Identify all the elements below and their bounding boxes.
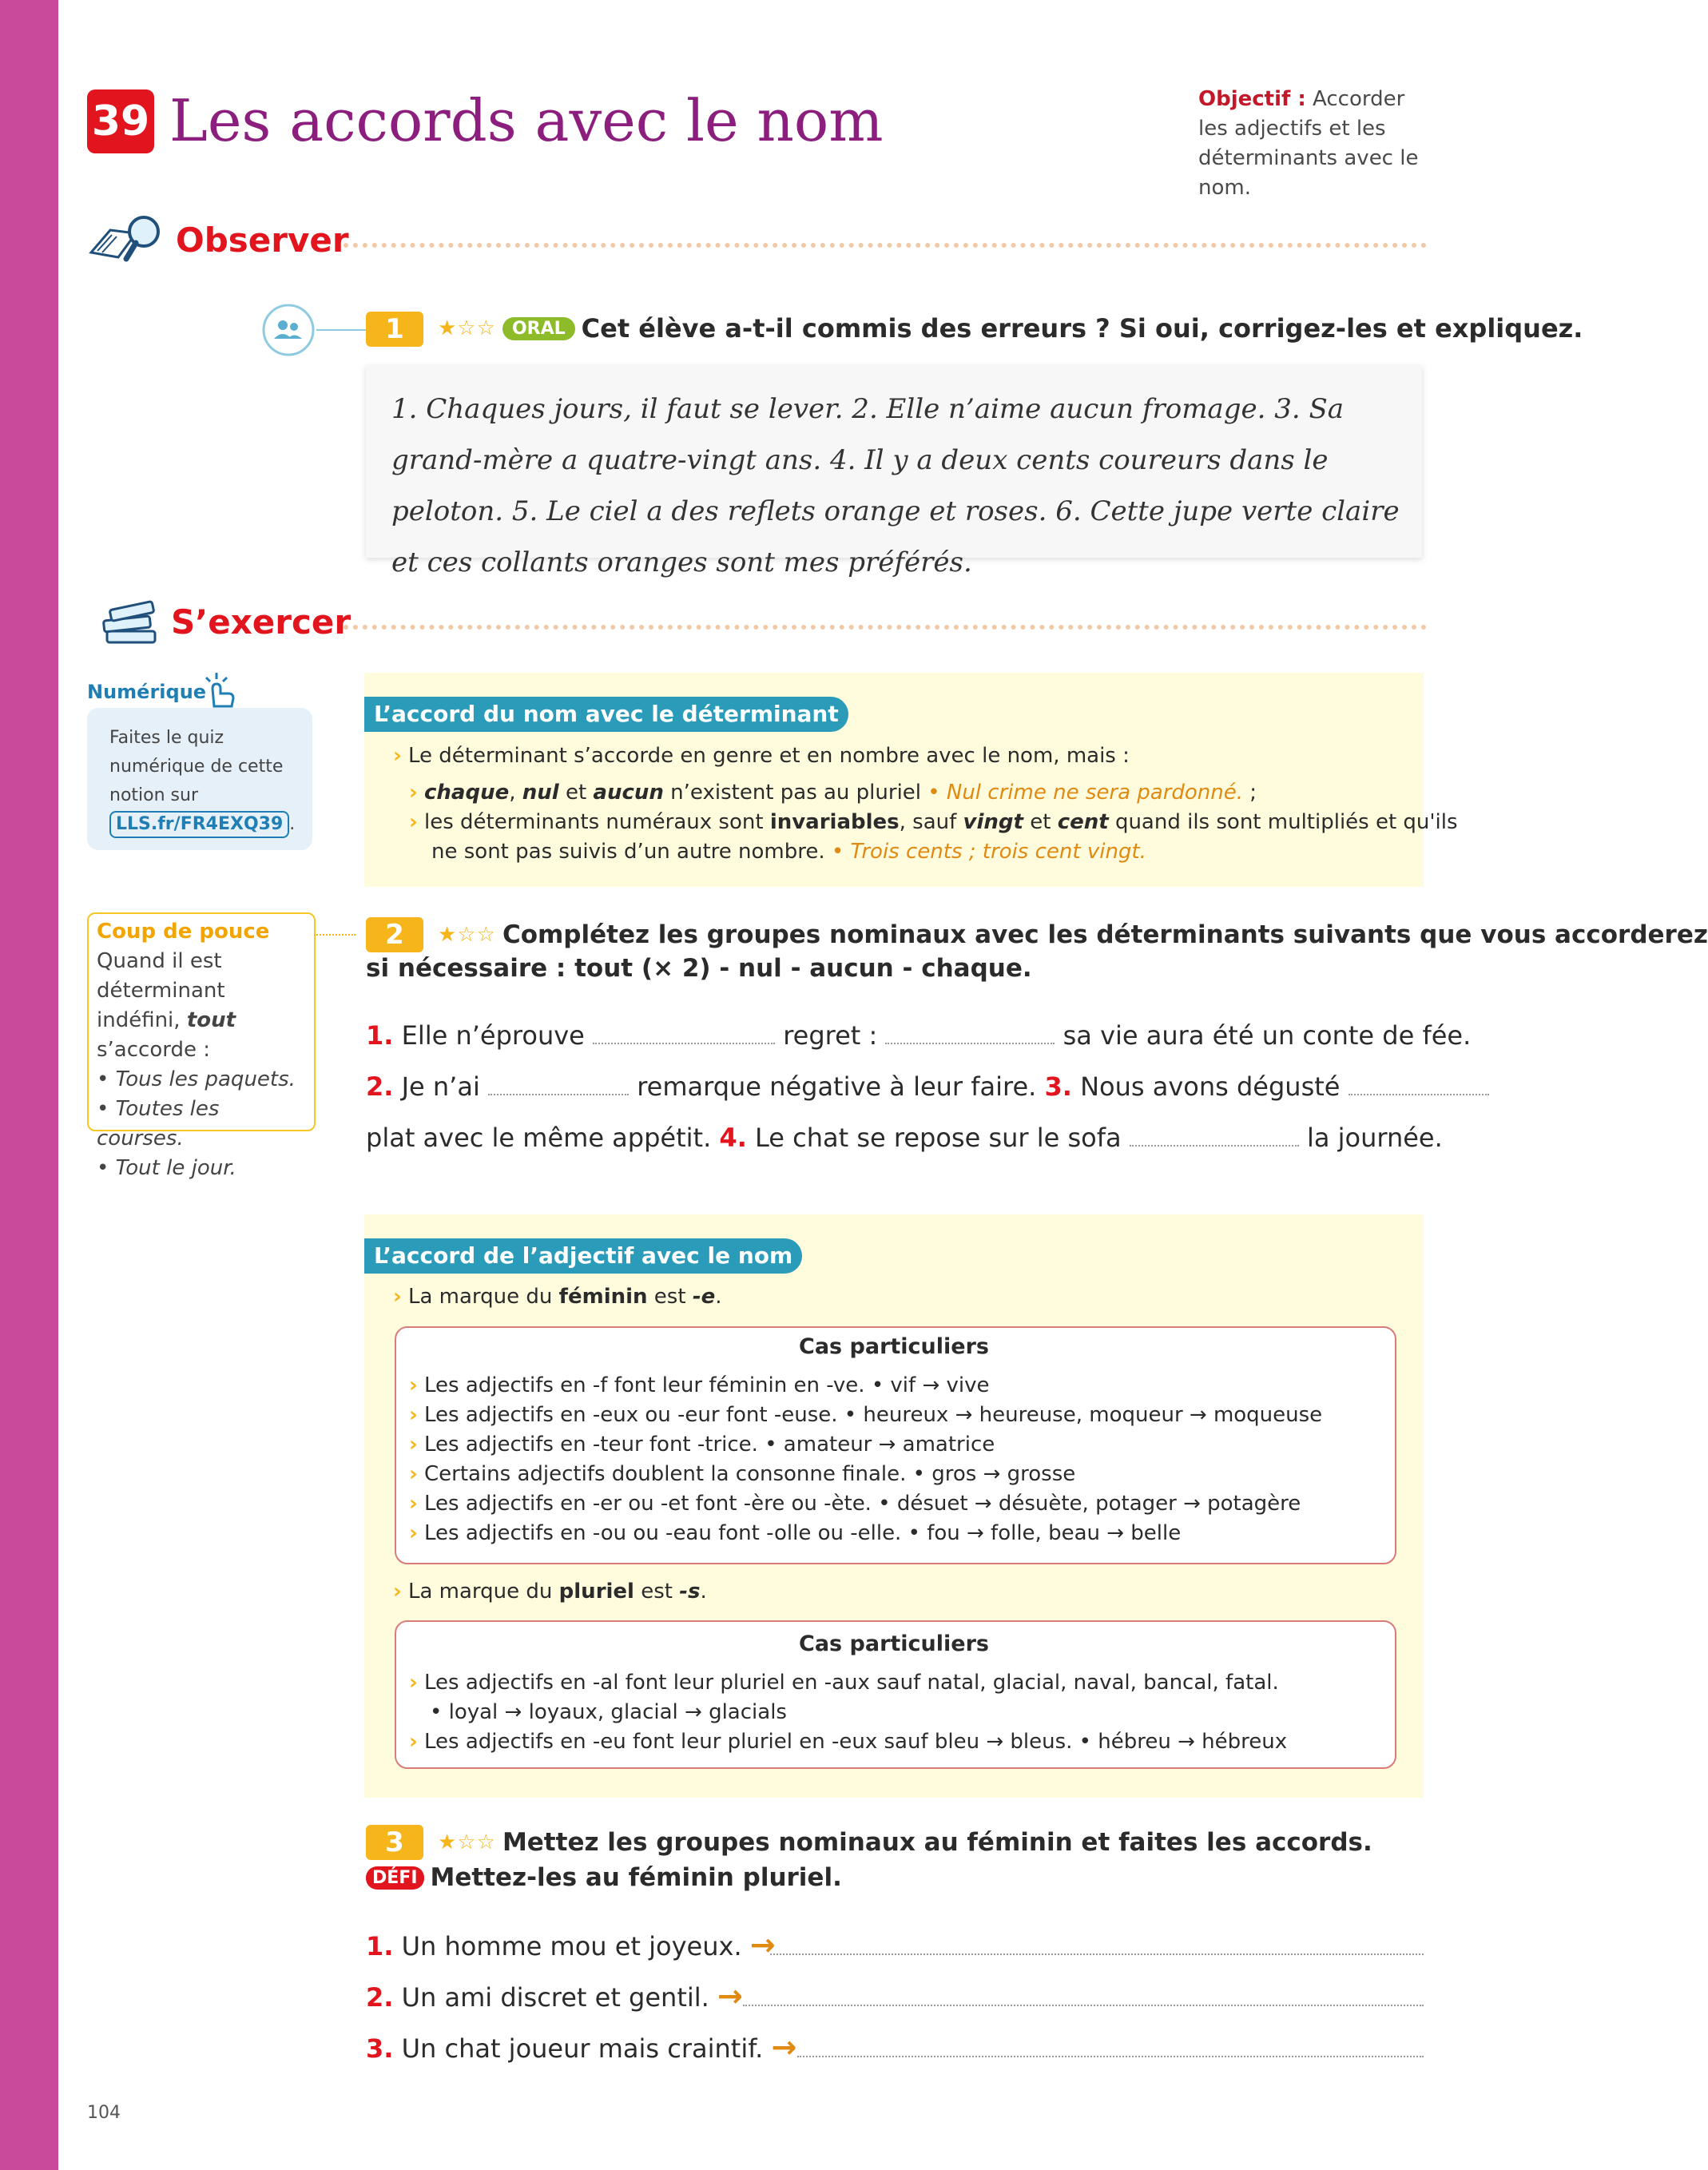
plu-case-2: • loyal → loyaux, glacial → glacials (430, 1700, 787, 1724)
numerique-label: Numérique (87, 681, 207, 703)
plu-case-3: › Les adjectifs en -eu font leur pluriel en -eux sauf bleu → bleus. • hébreu → hébreux (409, 1730, 1288, 1754)
answer-field[interactable] (1349, 1093, 1489, 1095)
answer-field[interactable] (1130, 1144, 1299, 1147)
handwritten-text: 1. Chaques jours, il faut se lever. 2. Elle n’aime aucun fromage. 3. Sa grand-mère a quatre-vingt ans. 4. Il y a deux cents coureurs dans le peloton. 5. Le ciel a des reflets orange et roses. 6. Cette jupe verte claire et ces collants oranges sont mes préférés. (391, 393, 1400, 578)
fem-case-3: › Les adjectifs en -teur font -trice. • amateur → amatrice (409, 1433, 995, 1457)
exercise-2-sentence-3: plat avec le même appétit. 4. Le chat se repose sur le sofa la journée. (366, 1123, 1443, 1153)
section-observer: Observer (176, 221, 349, 260)
objective (1198, 85, 1438, 203)
rule1-line3: › les déterminants numéraux sont invariables, sauf vingt et cent quand ils sont multipliés et qu'ils (409, 810, 1458, 834)
exercise-2-number: 2 (366, 917, 423, 952)
exercise-3-item-2: 2. Un ami discret et gentil. → (366, 1978, 743, 2013)
lesson-title: Les accords avec le nom (169, 87, 884, 154)
fem-case-2: › Les adjectifs en -eux ou -eur font -euse. • heureux → heureuse, moqueur → moqueuse (409, 1403, 1323, 1427)
answer-field[interactable] (743, 2004, 1424, 2006)
fem-case-4: › Certains adjectifs doublent la consonne finale. • gros → grosse (409, 1462, 1076, 1486)
cas-title: Cas particuliers (799, 1334, 989, 1359)
left-color-bar (0, 0, 58, 2170)
answer-field[interactable] (770, 1953, 1424, 1955)
section-divider (344, 243, 1427, 248)
defi-tag: DÉFI (366, 1866, 424, 1890)
exercise-2-instruction-1: Complétez les groupes nominaux avec les déterminants suivants que vous accorderez (502, 920, 1708, 949)
rule1-line2: › chaque, nul et aucun n’existent pas au pluriel • Nul crime ne sera pardonné. ; (409, 781, 1257, 805)
exercise-1-instruction: Cet élève a-t-il commis des erreurs ? Si oui, corrigez-les et expliquez. (581, 313, 1583, 344)
fem-case-1: › Les adjectifs en -f font leur féminin en -ve. • vif → vive (409, 1373, 990, 1397)
answer-field[interactable] (488, 1093, 629, 1095)
magnifier-book-icon (86, 209, 168, 273)
quiz-link[interactable]: LLS.fr/FR4EXQ39 (109, 811, 289, 838)
rule2-feminin: › La marque du féminin est -e. (393, 1285, 722, 1309)
answer-field[interactable] (797, 2055, 1424, 2057)
exercise-3-item-3: 3. Un chat joueur mais craintif. → (366, 2029, 797, 2065)
section-divider (344, 625, 1427, 630)
difficulty-stars: ★☆☆ (438, 1830, 496, 1854)
objective-label: Objectif : (1198, 87, 1306, 111)
cas-title: Cas particuliers (799, 1631, 989, 1656)
page-number: 104 (87, 2103, 121, 2123)
group-icon (260, 302, 316, 358)
section-exercer: S’exercer (171, 602, 352, 642)
answer-field[interactable] (885, 1042, 1055, 1044)
rule1-line4: ne sont pas suivis d’un autre nombre. • Trois cents ; trois cent vingt. (431, 840, 1146, 864)
fem-case-6: › Les adjectifs en -ou ou -eau font -olle ou -elle. • fou → folle, beau → belle (409, 1521, 1182, 1545)
exercise-3-item-1: 1. Un homme mou et joyeux. → (366, 1927, 776, 1962)
numerique-text: Faites le quiz numérique de cette notion sur LLS.fr/FR4EXQ39 . (109, 724, 301, 839)
exercise-3-number: 3 (366, 1825, 423, 1860)
books-icon (96, 593, 177, 657)
exercise-2-sentence-1: 1. Elle n’éprouve regret : sa vie aura été un conte de fée. (366, 1020, 1472, 1051)
oral-tag: ORAL (502, 317, 575, 340)
exercise-1-number: 1 (366, 312, 423, 347)
exercise-3-instruction: Mettez les groupes nominaux au féminin et faites les accords. (502, 1828, 1372, 1857)
rule-tag-determinant: L’accord du nom avec le déterminant (364, 697, 848, 732)
defi-text: Mettez-les au féminin pluriel. (430, 1863, 842, 1892)
rule2-pluriel: › La marque du pluriel est -s. (393, 1580, 707, 1604)
exercise-1-header (438, 313, 1583, 344)
fem-case-5: › Les adjectifs en -er ou -et font -ère ou -ète. • désuet → désuète, potager → potagère (409, 1492, 1301, 1516)
exercise-3-header (438, 1828, 1372, 1857)
connector-line (314, 934, 356, 936)
connector-line (316, 329, 367, 331)
coup-de-pouce-text: Coup de pouce Quand il est déterminant indéfini, tout s’accorde : • Tous les paquets. • Toutes les courses. • Tout le jour. (97, 917, 311, 1183)
rule1-line1: › Le déterminant s’accorde en genre et en nombre avec le nom, mais : (393, 744, 1130, 768)
difficulty-stars: ★☆☆ (438, 923, 496, 947)
arrow-icon: → (749, 1927, 776, 1962)
exercise-2-instruction-2: si nécessaire : tout (× 2) - nul - aucun - chaque. (366, 954, 1032, 983)
plu-case-1: › Les adjectifs en -al font leur pluriel en -aux sauf natal, glacial, naval, bancal, fatal. (409, 1671, 1279, 1695)
difficulty-stars: ★☆☆ (438, 316, 496, 340)
exercise-3-defi (366, 1863, 842, 1892)
answer-field[interactable] (593, 1042, 775, 1044)
exercise-2-header (438, 920, 1708, 949)
arrow-icon: → (771, 2029, 797, 2065)
coup-de-pouce-title: Coup de pouce (97, 920, 270, 944)
arrow-icon: → (717, 1978, 743, 2013)
exercise-2-sentence-2: 2. Je n’ai remarque négative à leur faire. 3. Nous avons dégusté (366, 1071, 1489, 1103)
tap-hand-icon[interactable] (197, 670, 241, 709)
lesson-number: 39 (87, 89, 154, 153)
rule-tag-adjectif: L’accord de l’adjectif avec le nom (364, 1238, 802, 1274)
objective-text: Accorder les adjectifs et les déterminants avec le nom. (1198, 87, 1419, 200)
